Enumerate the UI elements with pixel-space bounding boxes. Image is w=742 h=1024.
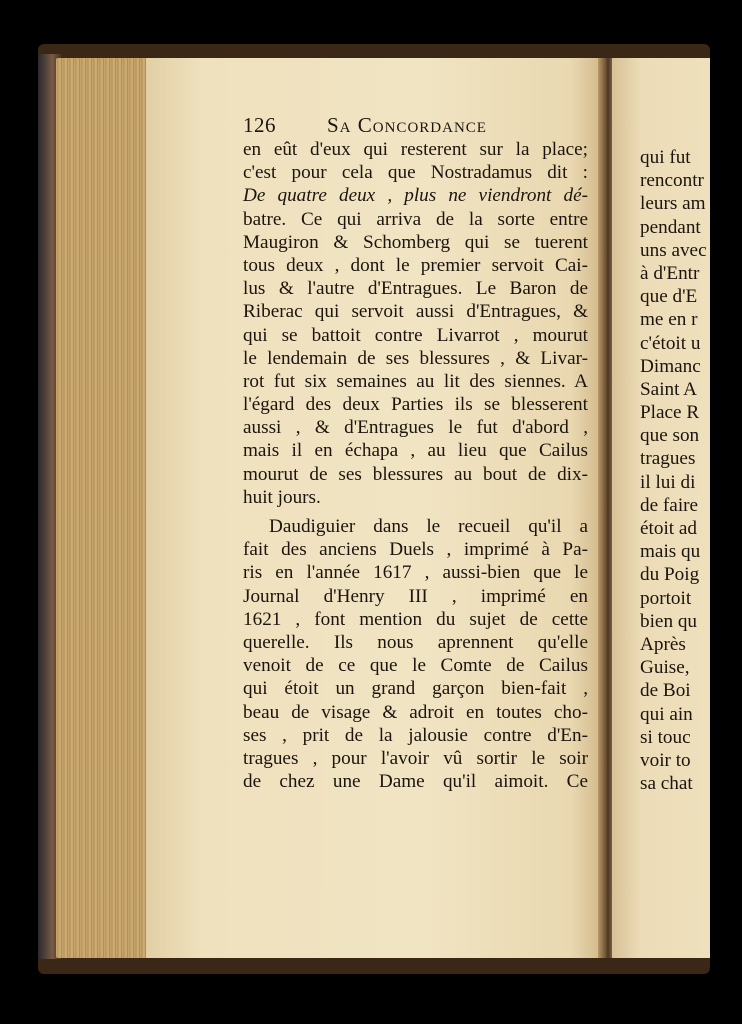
text-line: qui se battoit contre Livarrot , mourut	[243, 324, 588, 346]
text-line: venoit de ce que le Comte de Cailus	[243, 655, 588, 677]
text-line: de chez une Dame qu'il aimoit. Ce	[243, 771, 588, 793]
text-line: huit jours.	[243, 486, 321, 508]
text-line: me en r	[640, 309, 698, 331]
text-line: aussi , & d'Entragues le fut d'abord ,	[243, 417, 588, 439]
text-line: leurs am	[640, 193, 706, 215]
text-line: Dimanc	[640, 355, 701, 377]
text-line: Place R	[640, 402, 700, 424]
text-line: batre. Ce qui arriva de la sorte entre	[243, 208, 588, 230]
left-page-text	[243, 138, 588, 793]
text-line: fait des anciens Duels , imprimé à Pa-	[243, 539, 588, 561]
text-line: à d'Entr	[640, 262, 700, 284]
text-line: qui ain	[640, 703, 693, 725]
text-line: Saint A	[640, 378, 698, 400]
running-title: Sa Concordance	[327, 113, 487, 137]
text-line: Après	[640, 633, 686, 655]
text-line: que son	[640, 425, 700, 447]
text-line: portoit	[640, 587, 692, 609]
text-line: si touc	[640, 726, 691, 748]
text-line: querelle. Ils nous aprennent qu'elle	[243, 631, 588, 653]
text-line: ris en l'année 1617 , aussi-bien que le	[243, 562, 588, 584]
text-line: du Poig	[640, 564, 700, 586]
text-line: qui étoit un grand garçon bien-fait ,	[243, 678, 588, 700]
text-line: 1621 , font mention du sujet de cette	[243, 608, 588, 630]
text-line: que d'E	[640, 286, 698, 308]
text-line: sa chat	[640, 773, 693, 795]
right-page-text	[640, 146, 720, 795]
page-edges	[56, 58, 154, 958]
text-line: il lui di	[640, 471, 696, 493]
text-line: tragues , pour l'avoir vû sortir le soir	[243, 747, 588, 769]
page-number: 126	[243, 113, 276, 137]
text-line: voir to	[640, 749, 691, 771]
text-line: bien qu	[640, 610, 698, 632]
text-line: ses , prit de la jalousie contre d'En-	[243, 724, 588, 746]
text-line: l'égard des deux Parties ils se blesserent	[243, 394, 588, 416]
text-line: uns avec	[640, 239, 707, 261]
text-line: Daudiguier dans le recueil qu'il a	[269, 516, 588, 537]
text-line: Maugiron & Schomberg qui se tuerent	[243, 231, 588, 253]
text-line: De quatre deux , plus ne viendront dé-	[243, 185, 588, 207]
text-line: rencontr	[640, 170, 704, 192]
text-line: le lendemain de ses blessures , & Livar-	[243, 347, 588, 369]
text-line: tragues	[640, 448, 696, 470]
text-line: de faire	[640, 494, 699, 516]
text-line: tous deux , dont le premier servoit Cai-	[243, 254, 588, 276]
text-line: Journal d'Henry III , imprimé en	[243, 585, 588, 607]
text-line: pendant	[640, 216, 701, 238]
text-line: c'étoit u	[640, 332, 701, 354]
text-line: mourut de ses blessures au bout de dix-	[243, 463, 588, 485]
text-line: en eût d'eux qui resterent sur la place;	[243, 139, 588, 160]
text-line: qui fut	[640, 147, 691, 168]
text-line: de Boi	[640, 680, 691, 702]
text-line: lus & l'autre d'Entragues. Le Baron de	[243, 278, 588, 300]
text-line: mais il en échapa , au lieu que Cailus	[243, 440, 588, 462]
text-line: rot fut six semaines au lit des siennes. A	[243, 370, 588, 392]
text-line: Riberac qui servoit aussi d'Entragues, &	[243, 301, 588, 323]
text-line: Guise,	[640, 657, 690, 679]
text-line: mais qu	[640, 541, 701, 563]
text-line: c'est pour cela que Nostradamus dit :	[243, 162, 588, 184]
page-header	[243, 113, 583, 139]
text-line: étoit ad	[640, 518, 698, 539]
text-line: beau de visage & adroit en toutes cho-	[243, 701, 588, 723]
